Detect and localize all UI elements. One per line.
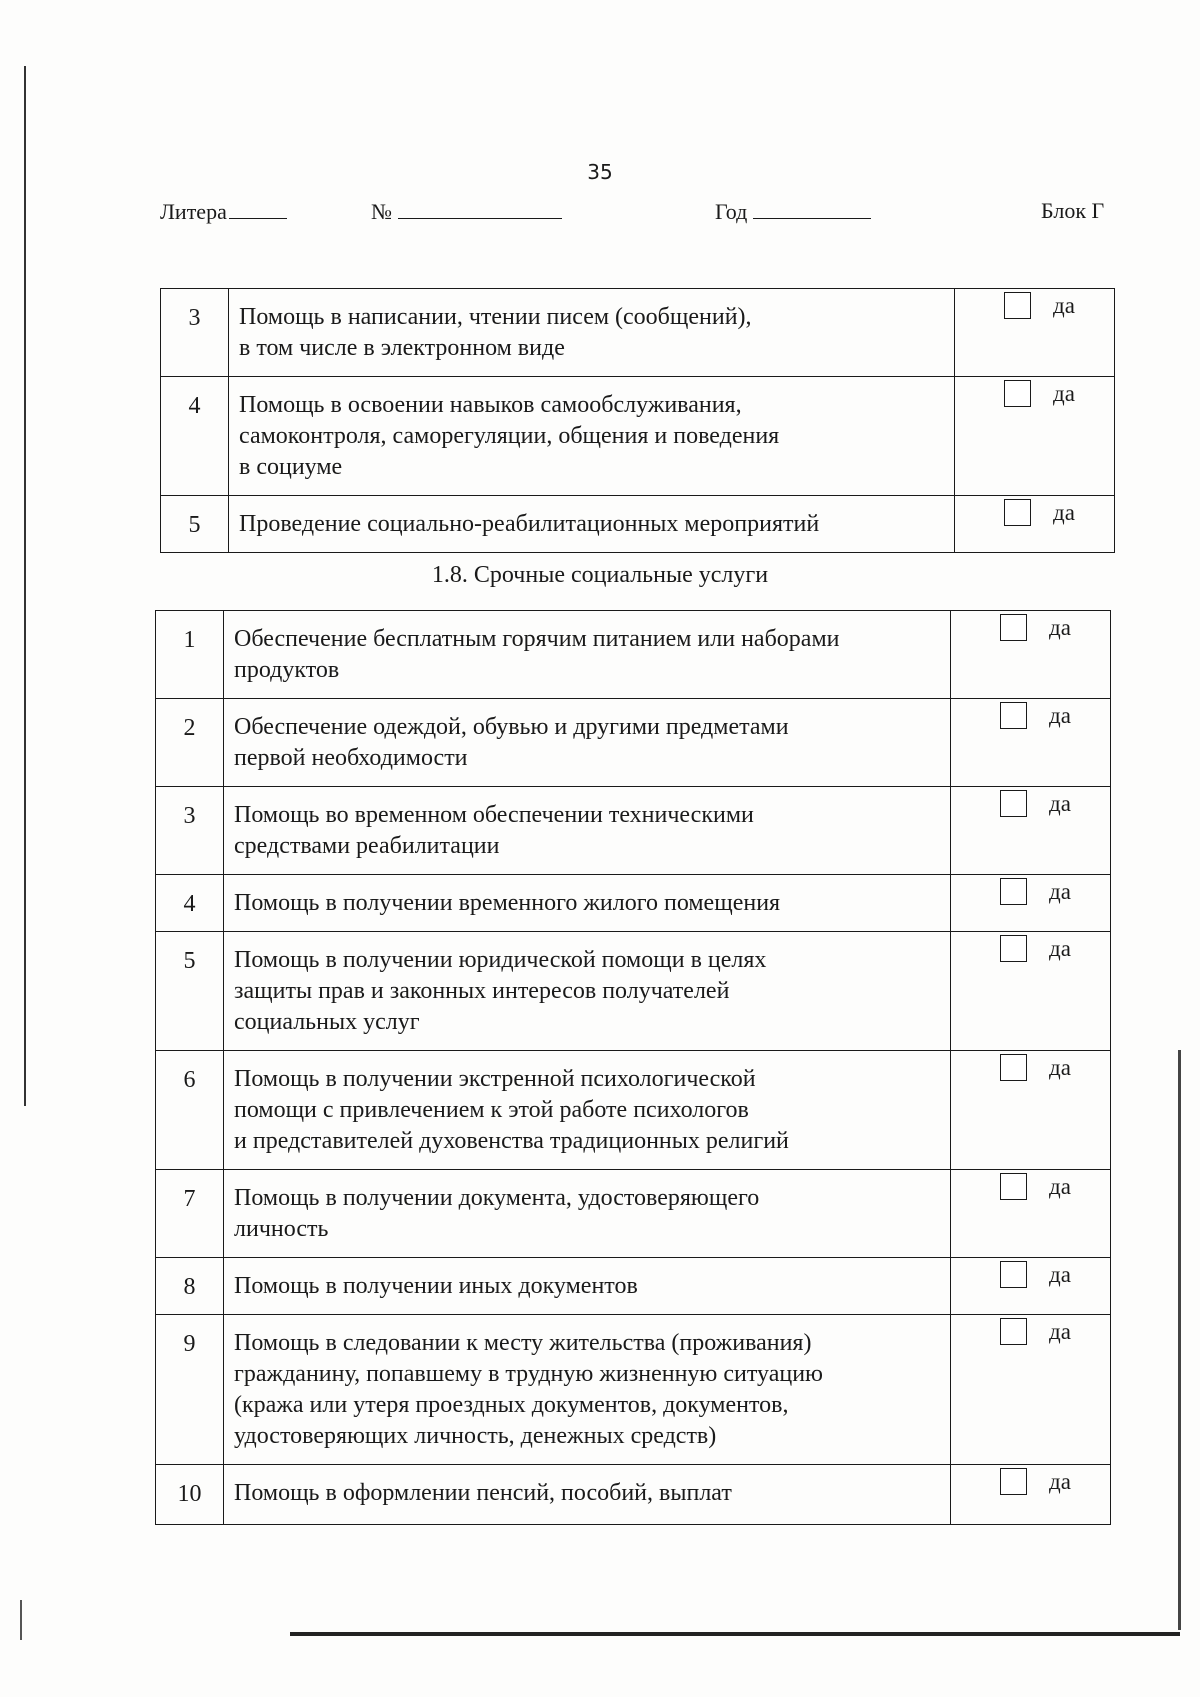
litera-field bbox=[160, 198, 287, 225]
block-label: Блок Г bbox=[1041, 198, 1105, 223]
row-text-line: в том числе в электронном виде bbox=[239, 335, 565, 361]
row-text-line: Помощь в освоении навыков самообслуживания, bbox=[239, 392, 742, 418]
table-row bbox=[156, 1258, 1111, 1315]
year-label: Год bbox=[715, 199, 748, 224]
table-row bbox=[156, 1465, 1111, 1525]
scan-margin-mark-left bbox=[20, 1600, 22, 1640]
yes-option bbox=[952, 1466, 1109, 1497]
row-text bbox=[224, 1170, 951, 1258]
row-text-line: Помощь в получении экстренной психологической bbox=[234, 1066, 756, 1092]
yes-checkbox[interactable] bbox=[1000, 1318, 1027, 1345]
row-text-line: Помощь в получении временного жилого помещения bbox=[234, 890, 781, 916]
row-text-line: личность bbox=[234, 1216, 329, 1242]
table-row bbox=[156, 875, 1111, 932]
row-text bbox=[224, 787, 951, 875]
answer-cell bbox=[955, 377, 1115, 496]
yes-checkbox[interactable] bbox=[1000, 878, 1027, 905]
yes-label: да bbox=[1053, 381, 1075, 406]
row-text-line: продуктов bbox=[234, 657, 340, 683]
yes-label: да bbox=[1049, 1262, 1071, 1287]
table-row bbox=[161, 377, 1115, 496]
row-text-line: Помощь в получении юридической помощи в целях bbox=[234, 947, 767, 973]
yes-checkbox[interactable] bbox=[1000, 935, 1027, 962]
table-row bbox=[156, 787, 1111, 875]
litera-input-line[interactable] bbox=[229, 198, 287, 219]
urgent-services-table bbox=[155, 610, 1111, 1525]
row-text-line: Обеспечение бесплатным горячим питанием или наборами bbox=[234, 626, 840, 652]
yes-checkbox[interactable] bbox=[1004, 499, 1031, 526]
yes-checkbox[interactable] bbox=[1000, 790, 1027, 817]
row-number: 3 bbox=[161, 289, 229, 377]
yes-option bbox=[952, 700, 1109, 731]
yes-label: да bbox=[1049, 1055, 1071, 1080]
yes-label: да bbox=[1049, 936, 1071, 961]
row-number: 10 bbox=[156, 1465, 224, 1525]
row-text-line: и представителей духовенства традиционных религий bbox=[234, 1128, 789, 1154]
yes-checkbox[interactable] bbox=[1000, 1468, 1027, 1495]
row-text-line: первой необходимости bbox=[234, 745, 468, 771]
row-text-line: Помощь в следовании к месту жительства (проживания) bbox=[234, 1330, 812, 1356]
row-text-line: самоконтроля, саморегуляции, общения и поведения bbox=[239, 423, 780, 449]
yes-label: да bbox=[1049, 1319, 1071, 1344]
row-text-line: удостоверяющих личность, денежных средств) bbox=[234, 1423, 717, 1449]
row-text-line: Помощь в получении иных документов bbox=[234, 1273, 638, 1299]
row-text-line: Обеспечение одеждой, обувью и другими предметами bbox=[234, 714, 789, 740]
table-row bbox=[161, 289, 1115, 377]
row-text bbox=[229, 377, 955, 496]
row-text-line: Помощь во временном обеспечении техническими bbox=[234, 802, 754, 828]
yes-label: да bbox=[1053, 500, 1075, 525]
yes-option bbox=[952, 876, 1109, 907]
row-text-line: (кража или утеря проездных документов, документов, bbox=[234, 1392, 789, 1418]
yes-option bbox=[952, 1259, 1109, 1290]
yes-option bbox=[952, 933, 1109, 964]
row-text-line: социальных услуг bbox=[234, 1009, 420, 1035]
scan-margin-line-bottom bbox=[290, 1632, 1180, 1636]
row-text bbox=[224, 1315, 951, 1465]
row-text-line: средствами реабилитации bbox=[234, 833, 500, 859]
answer-cell bbox=[951, 699, 1111, 787]
row-text-line: помощи с привлечением к этой работе психологов bbox=[234, 1097, 749, 1123]
yes-label: да bbox=[1049, 615, 1071, 640]
answer-cell bbox=[951, 1315, 1111, 1465]
yes-checkbox[interactable] bbox=[1004, 292, 1031, 319]
row-text-line: Помощь в оформлении пенсий, пособий, выплат bbox=[234, 1480, 732, 1506]
answer-cell bbox=[951, 1051, 1111, 1170]
answer-cell bbox=[951, 611, 1111, 699]
number-input-line[interactable] bbox=[398, 198, 562, 219]
row-text bbox=[224, 699, 951, 787]
yes-label: да bbox=[1049, 703, 1071, 728]
row-number: 2 bbox=[156, 699, 224, 787]
yes-option bbox=[952, 612, 1109, 643]
yes-option bbox=[952, 1316, 1109, 1347]
litera-label: Литера bbox=[160, 199, 227, 224]
answer-cell bbox=[955, 289, 1115, 377]
table-b-body bbox=[156, 611, 1111, 1525]
row-text bbox=[224, 875, 951, 932]
yes-option bbox=[952, 788, 1109, 819]
table-a-body bbox=[161, 289, 1115, 553]
yes-label: да bbox=[1053, 293, 1075, 318]
row-text bbox=[229, 496, 955, 553]
table-row bbox=[156, 611, 1111, 699]
yes-label: да bbox=[1049, 1469, 1071, 1494]
row-text-line: защиты прав и законных интересов получателей bbox=[234, 978, 730, 1004]
row-number: 7 bbox=[156, 1170, 224, 1258]
row-text bbox=[229, 289, 955, 377]
table-row bbox=[156, 1051, 1111, 1170]
yes-checkbox[interactable] bbox=[1000, 1173, 1027, 1200]
row-text bbox=[224, 611, 951, 699]
answer-cell bbox=[951, 787, 1111, 875]
yes-checkbox[interactable] bbox=[1000, 1054, 1027, 1081]
answer-cell bbox=[951, 1465, 1111, 1525]
yes-checkbox[interactable] bbox=[1000, 614, 1027, 641]
answer-cell bbox=[951, 1258, 1111, 1315]
yes-option bbox=[956, 378, 1113, 409]
row-text-line: Проведение социально-реабилитационных мероприятий bbox=[239, 511, 820, 537]
answer-cell bbox=[951, 1170, 1111, 1258]
yes-option bbox=[952, 1171, 1109, 1202]
yes-option bbox=[956, 290, 1113, 321]
row-text-line: в социуме bbox=[239, 454, 343, 480]
scan-margin-line-right bbox=[1178, 1050, 1181, 1630]
table-row bbox=[156, 1315, 1111, 1465]
table-row bbox=[156, 932, 1111, 1051]
row-text bbox=[224, 1258, 951, 1315]
table-row bbox=[156, 1170, 1111, 1258]
answer-cell bbox=[955, 496, 1115, 553]
services-table-continued bbox=[160, 288, 1115, 553]
answer-cell bbox=[951, 875, 1111, 932]
yes-option bbox=[956, 497, 1113, 528]
answer-cell bbox=[951, 932, 1111, 1051]
number-field bbox=[371, 198, 562, 225]
table-row bbox=[161, 496, 1115, 553]
yes-label: да bbox=[1049, 1174, 1071, 1199]
year-input-line[interactable] bbox=[753, 198, 871, 219]
row-text-line: Помощь в написании, чтении писем (сообщений), bbox=[239, 304, 752, 330]
yes-option bbox=[952, 1052, 1109, 1083]
yes-label: да bbox=[1049, 791, 1071, 816]
row-text bbox=[224, 932, 951, 1051]
row-text bbox=[224, 1051, 951, 1170]
page-number: 35 bbox=[587, 160, 613, 184]
row-number: 9 bbox=[156, 1315, 224, 1465]
yes-label: да bbox=[1049, 879, 1071, 904]
row-text bbox=[224, 1465, 951, 1525]
row-number: 5 bbox=[156, 932, 224, 1051]
yes-checkbox[interactable] bbox=[1004, 380, 1031, 407]
section-title: 1.8. Срочные социальные услуги bbox=[431, 562, 769, 588]
row-number: 3 bbox=[156, 787, 224, 875]
yes-checkbox[interactable] bbox=[1000, 1261, 1027, 1288]
row-number: 4 bbox=[161, 377, 229, 496]
yes-checkbox[interactable] bbox=[1000, 702, 1027, 729]
row-number: 6 bbox=[156, 1051, 224, 1170]
row-number: 1 bbox=[156, 611, 224, 699]
table-row bbox=[156, 699, 1111, 787]
number-label: № bbox=[371, 199, 392, 224]
row-number: 5 bbox=[161, 496, 229, 553]
row-number: 8 bbox=[156, 1258, 224, 1315]
row-text-line: гражданину, попавшему в трудную жизненную ситуацию bbox=[234, 1361, 823, 1387]
year-field bbox=[715, 198, 871, 225]
row-number: 4 bbox=[156, 875, 224, 932]
row-text-line: Помощь в получении документа, удостоверяющего bbox=[234, 1185, 760, 1211]
